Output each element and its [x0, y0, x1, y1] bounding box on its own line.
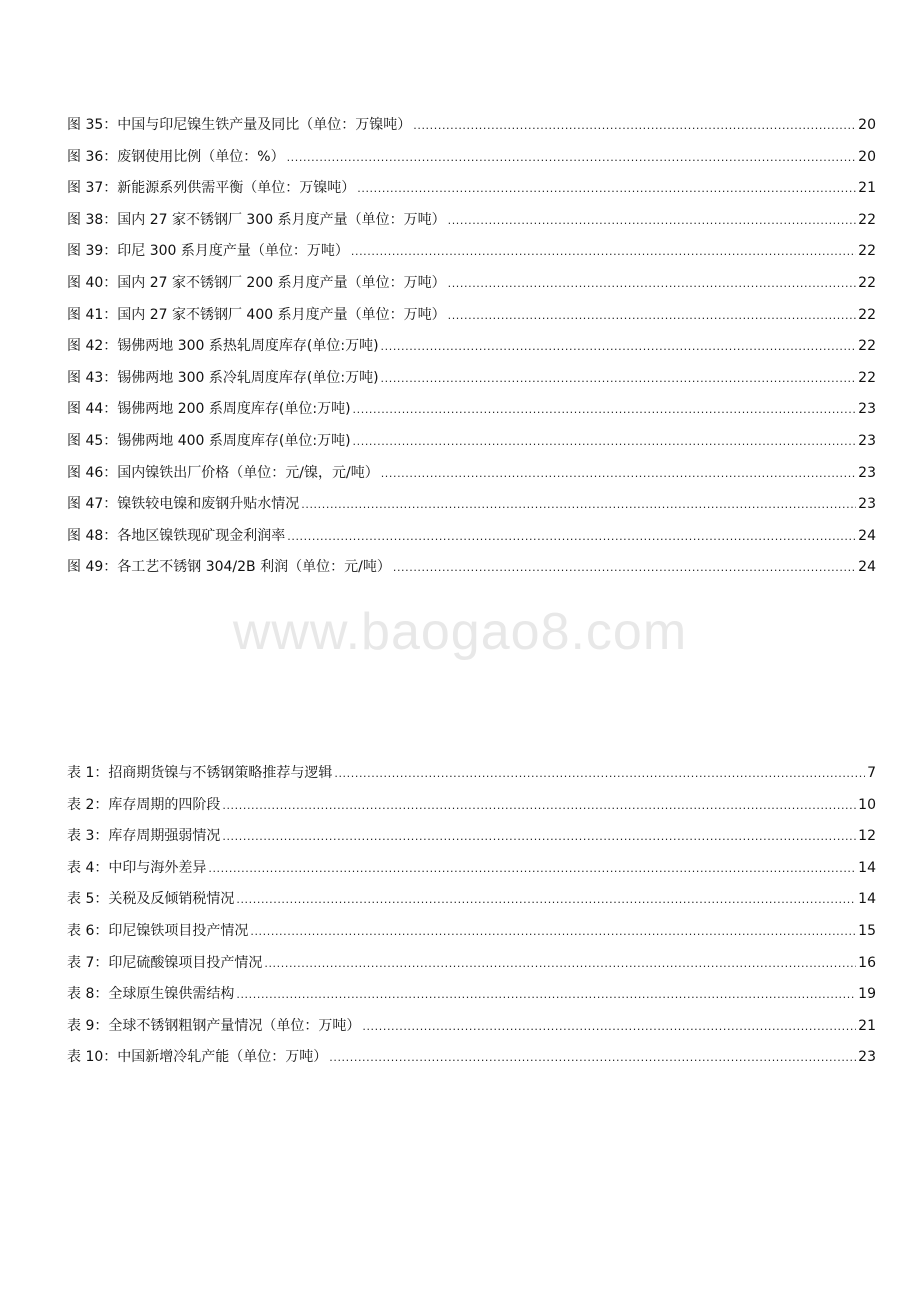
- page-number: 21: [858, 180, 876, 197]
- page-number: 19: [858, 986, 876, 1003]
- entry-label: 图 44：锡佛两地 200 系周度库存(单位:万吨): [67, 401, 351, 418]
- table-entry[interactable]: [67, 858, 876, 890]
- page-number: 14: [858, 859, 876, 876]
- entry-label: 表 5：关税及反倾销税情况: [67, 891, 235, 908]
- dot-leader: [301, 494, 856, 515]
- page-number: 23: [858, 401, 876, 418]
- table-entry[interactable]: [67, 921, 876, 953]
- dot-leader: [393, 557, 856, 578]
- dot-leader: [448, 210, 857, 231]
- table-entry[interactable]: [67, 763, 876, 795]
- table-entry[interactable]: [67, 984, 876, 1016]
- page-number: 7: [867, 765, 876, 781]
- entry-label: 表 3：库存周期强弱情况: [67, 828, 221, 845]
- entry-label: 表 9：全球不锈钢粗钢产量情况（单位：万吨）: [67, 1017, 361, 1034]
- dot-leader: [236, 984, 856, 1005]
- table-entry[interactable]: [67, 1016, 876, 1048]
- figure-entry[interactable]: [67, 178, 876, 210]
- dot-leader: [381, 336, 857, 357]
- page-number: 10: [858, 796, 876, 813]
- page-number: 22: [858, 211, 876, 228]
- page-number: 16: [858, 954, 876, 971]
- dot-leader: [236, 889, 856, 910]
- page-number: 22: [858, 274, 876, 291]
- figure-entry[interactable]: [67, 431, 876, 463]
- entry-label: 图 48：各地区镍铁现矿现金利润率: [67, 527, 286, 544]
- dot-leader: [351, 241, 856, 262]
- dot-leader: [222, 826, 856, 847]
- figure-entry[interactable]: [67, 557, 876, 589]
- watermark: www.baogao8.com: [232, 603, 688, 661]
- page-number: 22: [858, 338, 876, 355]
- figure-entry[interactable]: [67, 305, 876, 337]
- dot-leader: [381, 463, 856, 484]
- dot-leader: [353, 431, 857, 452]
- figure-entry[interactable]: [67, 399, 876, 431]
- table-entry[interactable]: [67, 795, 876, 827]
- page-number: 22: [858, 306, 876, 323]
- entry-label: 图 38：国内 27 家不锈钢厂 300 系月度产量（单位：万吨）: [67, 211, 446, 228]
- figure-entry[interactable]: [67, 115, 876, 147]
- dot-leader: [287, 147, 857, 168]
- dot-leader: [362, 1016, 856, 1037]
- dot-leader: [250, 921, 856, 942]
- page-number: 22: [858, 243, 876, 260]
- entry-label: 图 47：镍铁较电镍和废钢升贴水情况: [67, 496, 300, 513]
- table-list: [67, 763, 876, 1079]
- page-number: 12: [858, 828, 876, 845]
- figure-entry[interactable]: [67, 147, 876, 179]
- page-number: 20: [858, 117, 876, 133]
- page-number: 23: [858, 432, 876, 449]
- page-number: 23: [858, 464, 876, 481]
- page-number: 21: [858, 1017, 876, 1034]
- entry-label: 表 4：中印与海外差异: [67, 859, 207, 876]
- figure-entry[interactable]: [67, 368, 876, 400]
- figure-entry[interactable]: [67, 336, 876, 368]
- figure-entry[interactable]: [67, 210, 876, 242]
- dot-leader: [287, 526, 856, 547]
- dot-leader: [264, 953, 856, 974]
- entry-label: 表 2：库存周期的四阶段: [67, 796, 221, 813]
- entry-label: 图 40：国内 27 家不锈钢厂 200 系月度产量（单位：万吨）: [67, 274, 446, 291]
- figure-entry[interactable]: [67, 526, 876, 558]
- dot-leader: [222, 795, 856, 816]
- dot-leader: [353, 399, 857, 420]
- entry-label: 图 43：锡佛两地 300 系冷轧周度库存(单位:万吨): [67, 369, 379, 386]
- figure-entry[interactable]: [67, 494, 876, 526]
- table-entry[interactable]: [67, 826, 876, 858]
- dot-leader: [334, 763, 865, 784]
- page-number: 14: [858, 891, 876, 908]
- dot-leader: [357, 178, 856, 199]
- table-entry[interactable]: [67, 953, 876, 985]
- page-number: 24: [858, 559, 876, 576]
- entry-label: 图 37：新能源系列供需平衡（单位：万镍吨）: [67, 180, 356, 197]
- entry-label: 图 41：国内 27 家不锈钢厂 400 系月度产量（单位：万吨）: [67, 306, 446, 323]
- entry-label: 表 10：中国新增冷轧产能（单位：万吨）: [67, 1049, 328, 1066]
- page-number: 22: [858, 369, 876, 386]
- dot-leader: [448, 305, 857, 326]
- page-number: 24: [858, 527, 876, 544]
- dot-leader: [329, 1047, 856, 1068]
- page-number: 15: [858, 922, 876, 939]
- figure-entry[interactable]: [67, 463, 876, 495]
- entry-label: 图 46：国内镍铁出厂价格（单位：元/镍，元/吨）: [67, 464, 379, 481]
- page-number: 23: [858, 1049, 876, 1066]
- entry-label: 图 45：锡佛两地 400 系周度库存(单位:万吨): [67, 432, 351, 449]
- page-number: 20: [858, 148, 876, 165]
- page-number: 23: [858, 496, 876, 513]
- dot-leader: [208, 858, 856, 879]
- entry-label: 表 1：招商期货镍与不锈钢策略推荐与逻辑: [67, 765, 333, 781]
- entry-label: 图 39：印尼 300 系月度产量（单位：万吨）: [67, 243, 349, 260]
- entry-label: 表 6：印尼镍铁项目投产情况: [67, 922, 249, 939]
- table-entry[interactable]: [67, 1047, 876, 1079]
- entry-label: 图 42：锡佛两地 300 系热轧周度库存(单位:万吨): [67, 338, 379, 355]
- dot-leader: [448, 273, 857, 294]
- figure-entry[interactable]: [67, 273, 876, 305]
- entry-label: 表 7：印尼硫酸镍项目投产情况: [67, 954, 263, 971]
- entry-label: 图 49：各工艺不锈钢 304/2B 利润（单位：元/吨）: [67, 559, 391, 576]
- entry-label: 图 35：中国与印尼镍生铁产量及同比（单位：万镍吨）: [67, 117, 412, 133]
- table-entry[interactable]: [67, 889, 876, 921]
- figure-entry[interactable]: [67, 241, 876, 273]
- entry-label: 表 8：全球原生镍供需结构: [67, 986, 235, 1003]
- entry-label: 图 36：废钢使用比例（单位：%）: [67, 148, 285, 165]
- dot-leader: [413, 115, 856, 136]
- figure-list: [67, 115, 876, 589]
- dot-leader: [381, 368, 857, 389]
